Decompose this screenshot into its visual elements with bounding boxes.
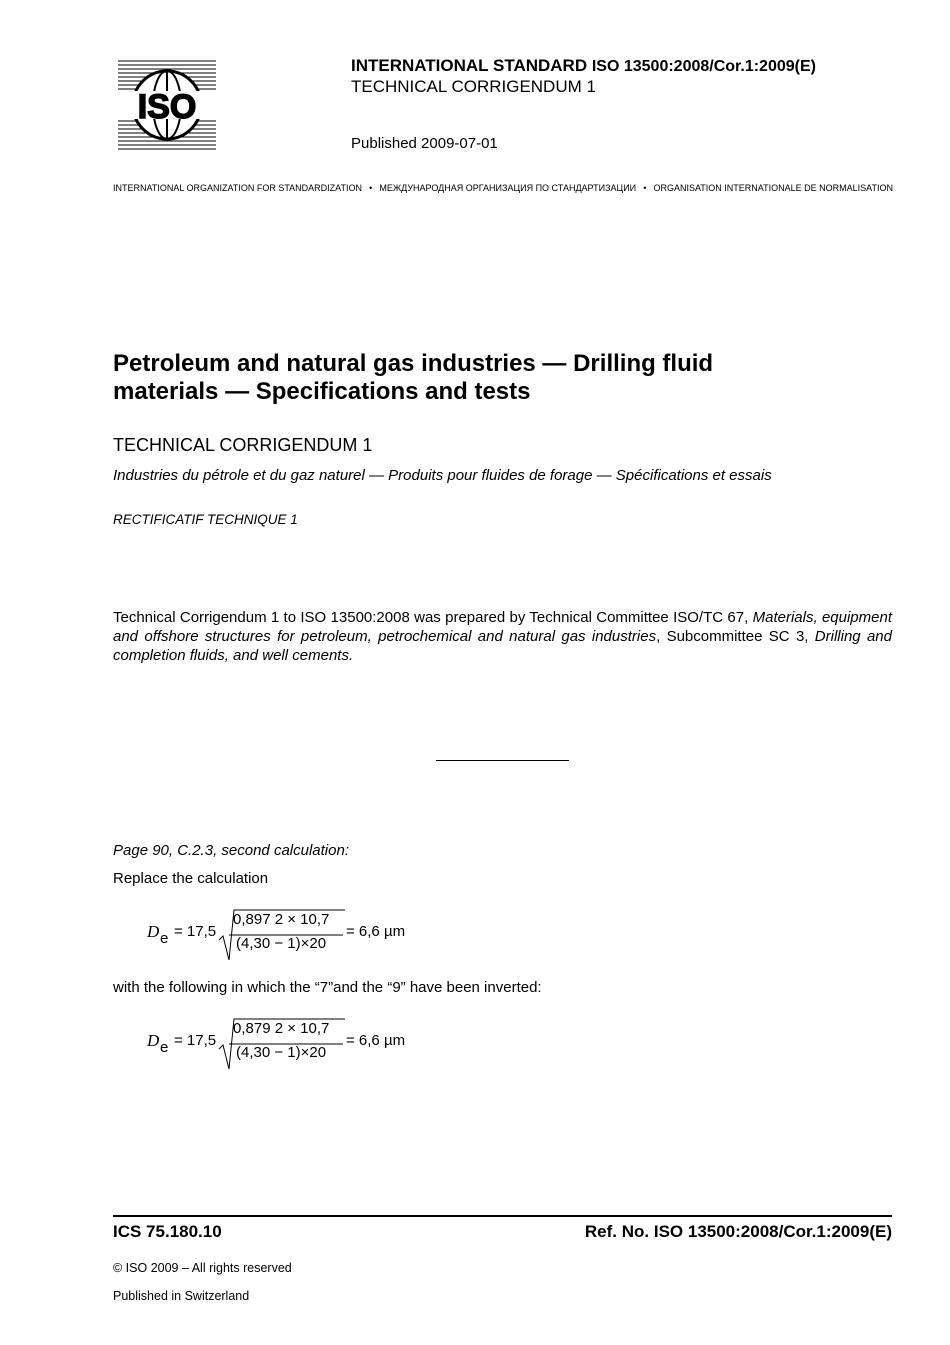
formula-coefficient: = 17,5 xyxy=(174,1032,217,1049)
formula-numerator: 0,879 2 × 10,7 xyxy=(233,1020,330,1037)
title-line-2: materials — Specifications and tests xyxy=(113,378,531,405)
footer-rule xyxy=(113,1215,892,1217)
formula-result: = 6,6 µm xyxy=(346,1032,406,1049)
replace-instruction: Replace the calculation xyxy=(113,870,269,887)
title-corrigendum: TECHNICAL CORRIGENDUM 1 xyxy=(113,435,373,455)
section-divider xyxy=(436,760,569,761)
org-bullet: • xyxy=(643,183,647,193)
org-name-en: INTERNATIONAL ORGANIZATION FOR STANDARDIZATION xyxy=(113,183,363,193)
formula-variable: D xyxy=(147,922,160,941)
org-bullet: • xyxy=(369,183,373,193)
formula-subscript: e xyxy=(160,930,169,947)
formula-numerator: 0,897 2 × 10,7 xyxy=(233,911,330,928)
formula-coefficient: = 17,5 xyxy=(174,923,217,940)
org-name-ru: МЕЖДУНАРОДНАЯ ОРГАНИЗАЦИЯ ПО СТАНДАРТИЗАЦИИ xyxy=(379,183,637,193)
reference-number: Ref. No. ISO 13500:2008/Cor.1:2009(E) xyxy=(584,1222,892,1241)
page-reference: Page 90, C.2.3, second calculation: xyxy=(113,842,349,859)
intro-text: Technical Corrigendum 1 to ISO 13500:2008 was prepared by Technical Committee ISO/TC 67, xyxy=(113,609,753,626)
formula-new xyxy=(147,1017,447,1077)
standard-header xyxy=(351,56,816,76)
intro-paragraph xyxy=(113,608,892,665)
formula-denominator: (4,30 − 1)×20 xyxy=(236,1044,327,1061)
iso-logo-text: ISO xyxy=(137,88,197,126)
org-name-fr: ORGANISATION INTERNATIONALE DE NORMALISATION xyxy=(653,183,893,193)
copyright: © ISO 2009 – All rights reserved xyxy=(113,1261,292,1275)
published-in: Published in Switzerland xyxy=(113,1289,250,1303)
formula-variable: D xyxy=(147,1031,160,1050)
formula-result: = 6,6 µm xyxy=(346,923,406,940)
french-rectificatif: RECTIFICATIF TECHNIQUE 1 xyxy=(113,512,298,527)
formula-old xyxy=(147,908,447,968)
document-title xyxy=(113,350,893,406)
standard-label: INTERNATIONAL STANDARD xyxy=(351,56,588,75)
ics-code: ICS 75.180.10 xyxy=(113,1222,222,1241)
formula-denominator: (4,30 − 1)×20 xyxy=(236,935,327,952)
french-title: Industries du pétrole et du gaz naturel — Produits pour fluides de forage — Spécifications et essais xyxy=(113,467,772,484)
organization-names xyxy=(113,183,893,193)
title-line-1: Petroleum and natural gas industries — Drilling fluid xyxy=(113,350,714,377)
standard-number: ISO 13500:2008/Cor.1:2009(E) xyxy=(591,58,816,75)
published-date: Published 2009-07-01 xyxy=(351,135,498,152)
intro-text-2: , Subcommittee SC 3, xyxy=(656,628,815,645)
following-instruction: with the following in which the “7”and the “9” have been inverted: xyxy=(113,979,542,996)
iso-logo xyxy=(118,58,216,152)
subcommittee-name: Drilling and completion fluids, and well cements. xyxy=(113,628,892,664)
formula-subscript: e xyxy=(160,1039,169,1056)
committee-name: Materials, equipment and offshore structures for petroleum, petrochemical and natural gas industries xyxy=(113,609,893,645)
header-corrigendum: TECHNICAL CORRIGENDUM 1 xyxy=(351,77,596,96)
